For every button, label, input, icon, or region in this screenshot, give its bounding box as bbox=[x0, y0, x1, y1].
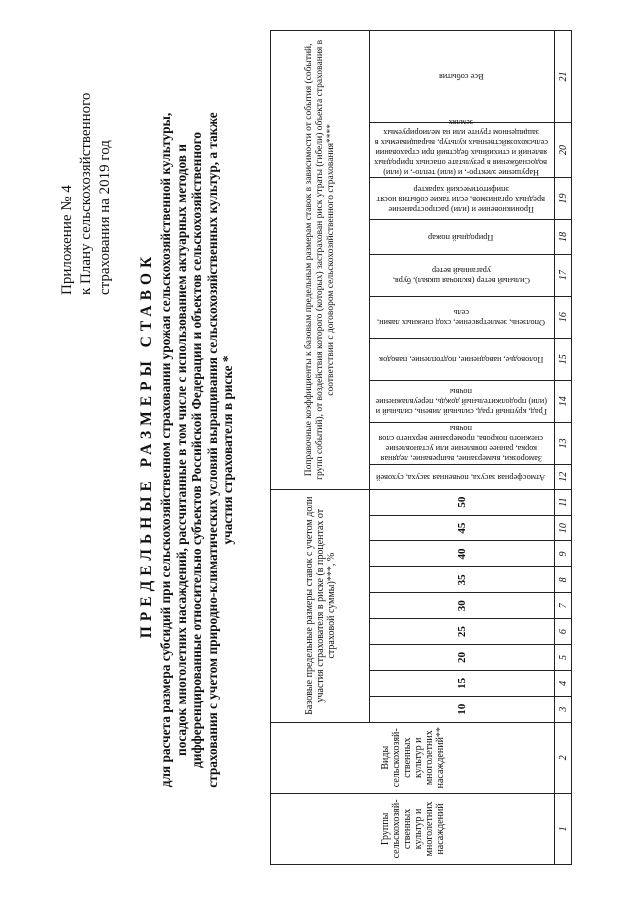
column-number: 19 bbox=[555, 178, 572, 220]
risk-event-header bbox=[370, 464, 555, 489]
risk-event-header bbox=[370, 338, 555, 380]
risk-event-header bbox=[370, 254, 555, 296]
subtitle-line: посадок многолетних насаждений, рассчитанные в том числе с использованием актуарных методов и bbox=[173, 144, 189, 756]
participation-percent: 20 bbox=[370, 645, 555, 671]
header-crop-groups: Группы сельскохозяй-ственных культур и многолетних насаждений bbox=[271, 793, 555, 864]
column-number: 21 bbox=[555, 31, 572, 123]
subtitle-line: страхования с учетом природно-климатических условий выращивания сельскохозяйственных культур, а также bbox=[204, 112, 220, 788]
column-number: 20 bbox=[555, 123, 572, 178]
column-number: 5 bbox=[555, 645, 572, 671]
participation-percent: 25 bbox=[370, 619, 555, 645]
risk-event-header bbox=[370, 118, 555, 178]
subtitle-line: участия страхователя в риске * bbox=[220, 355, 235, 545]
column-number: 13 bbox=[555, 422, 572, 464]
risk-event-label: Природный пожар bbox=[428, 232, 494, 242]
risk-event-label: Заморозки, вымерзание, выпревание, ледяная корка, раннее появление или установление снежного покрова, промерзание верхнего слоя почвы bbox=[378, 424, 544, 464]
risk-event-label: Атмосферная засуха, почвенная засуха, суховей bbox=[376, 472, 546, 482]
subtitle-line: для расчета размера субсидий при сельскохозяйственном страховании урожая сельскохозяйственной культуры, bbox=[158, 112, 173, 788]
column-number: 8 bbox=[555, 567, 572, 593]
column-number: 3 bbox=[555, 696, 572, 722]
participation-percent: 50 bbox=[370, 489, 555, 515]
document-title: ПРЕДЕЛЬНЫЕ РАЗМЕРЫ СТАВОК bbox=[138, 251, 155, 639]
risk-event-label: Все события bbox=[438, 72, 484, 82]
participation-percent: 30 bbox=[370, 593, 555, 619]
column-number: 15 bbox=[555, 338, 572, 380]
document-subtitle bbox=[158, 35, 236, 865]
subtitle-line: дифференцированные относительно субъектов Российской Федерации и объектов сельскохозяйственного bbox=[189, 131, 204, 769]
column-number: 18 bbox=[555, 220, 572, 255]
column-number: 10 bbox=[555, 515, 572, 541]
appendix-line-3: страхования на 2019 год bbox=[97, 140, 113, 295]
risk-event-label: Проникновение и (или) распространение вредных организмов, если такие события носят эпифитотический характер bbox=[376, 184, 546, 214]
risk-event-label: Оползень, землетрясение, сход снежных лавин, сель bbox=[377, 308, 545, 328]
column-number: 14 bbox=[555, 380, 572, 422]
risk-event-label: Сильный ветер (включая шквал), буря, ураганный ветер bbox=[392, 266, 530, 286]
rates-table bbox=[270, 30, 572, 865]
column-number: 17 bbox=[555, 254, 572, 296]
risk-event-header bbox=[370, 422, 555, 464]
participation-percent: 15 bbox=[370, 670, 555, 696]
risk-event-label: Половодье, наводнение, подтопление, паводок bbox=[378, 355, 544, 365]
risk-event-header bbox=[370, 296, 555, 338]
appendix-line-1: Приложение № 4 bbox=[59, 185, 75, 295]
appendix-line-2: к Плану сельскохозяйственного bbox=[78, 92, 94, 295]
column-number: 2 bbox=[555, 722, 572, 793]
appendix-note bbox=[58, 35, 115, 295]
participation-percent: 10 bbox=[370, 696, 555, 722]
column-number: 12 bbox=[555, 464, 572, 489]
risk-event-header bbox=[370, 380, 555, 422]
risk-event-header bbox=[370, 178, 555, 220]
column-number: 9 bbox=[555, 541, 572, 567]
header-base-rates: Базовые предельные размеры ставок с учетом доли участия страхователя в риске (в процентах от страховой суммы)***, % bbox=[271, 489, 370, 722]
participation-percent: 40 bbox=[370, 541, 555, 567]
participation-percent: 35 bbox=[370, 567, 555, 593]
header-correction-coefficients: Поправочные коэффициенты к базовым предельным размерам ставок в зависимости от события (событий, групп событий), от воздействия которого (которых) застрахован риск утраты (гибели) объекта страхования в соответствии с договором сельскохозяйственного страхования**** bbox=[271, 31, 370, 490]
header-crop-types: Виды сельскохозяй-ственных культур и многолетних насаждений** bbox=[271, 722, 555, 793]
column-number: 6 bbox=[555, 619, 572, 645]
column-number: 16 bbox=[555, 296, 572, 338]
risk-event-header bbox=[370, 220, 555, 255]
participation-percent: 45 bbox=[370, 515, 555, 541]
column-number: 11 bbox=[555, 489, 572, 515]
column-number: 4 bbox=[555, 670, 572, 696]
column-number: 1 bbox=[555, 793, 572, 864]
risk-event-label: Град, крупный град, сильный ливень, сильный и (или) продолжительный дождь, переувлажнение почвы bbox=[375, 387, 547, 417]
column-number: 7 bbox=[555, 593, 572, 619]
risk-event-header bbox=[370, 31, 555, 123]
risk-event-label: Нарушение электро-, и (или) тепло-, и (или) водоснабжения в результате опасных природных явлений и стихийных бедствий при страховании сельскохозяйственных культур, выращиваемых в защищенном грунте или на мелиорируемых землях bbox=[374, 118, 548, 177]
